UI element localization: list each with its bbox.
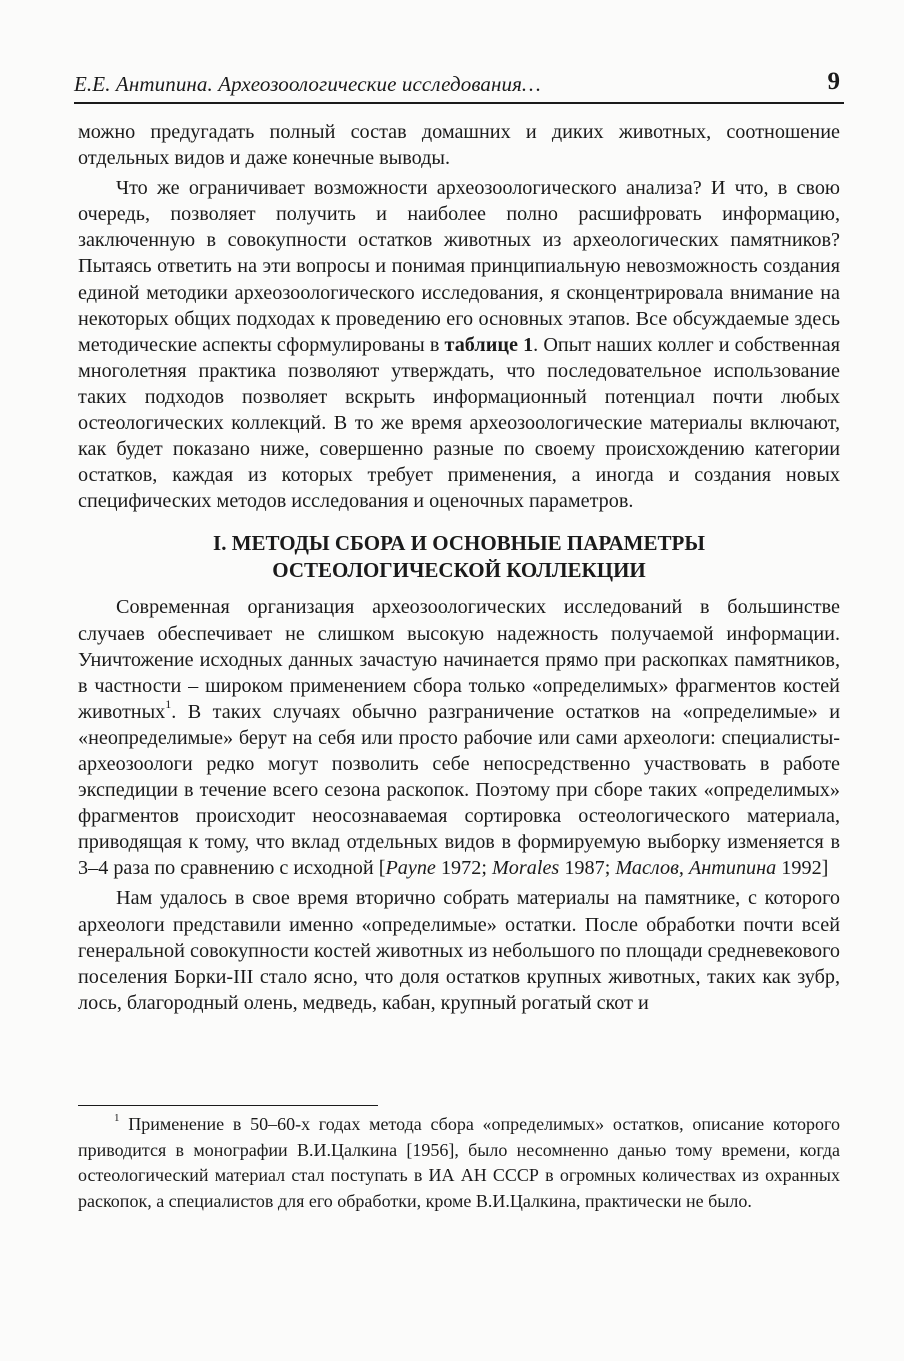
footnote [78, 1112, 840, 1214]
paragraph-methods-intro [78, 175, 840, 514]
citation-year: 1987; [559, 857, 616, 880]
citation-author: Morales [491, 857, 560, 880]
body-text [78, 119, 840, 1016]
page-header [74, 68, 844, 104]
paragraph-text: . Опыт наших коллег и собственная многолетняя практика позволяют утверждать, что последовательное использование таких подходов позволяет вскрыть информационный потенциал почти любых остеологических коллекций. В то же время археозоологические материалы включают, как будет показано ниже, совершенно разные по своему происхождению категории остатков, каждая из которых требует применения, а иногда и создания новых специфических методов исследования и оценочных параметров. [78, 333, 841, 513]
citation-author: Payne [385, 857, 436, 880]
section-heading-line: I. МЕТОДЫ СБОРА И ОСНОВНЫЕ ПАРАМЕТРЫ [213, 531, 705, 556]
footnote-marker: 1 [165, 697, 172, 712]
section-heading [78, 530, 840, 584]
footnote-number: 1 [114, 1112, 120, 1124]
citation-year: 1972; [435, 857, 492, 880]
running-head: Е.Е. Антипина. Археозоологические исследования… [74, 72, 541, 96]
paragraph-borki: Нам удалось в свое время вторично собрать материалы на памятнике, с которого археологи представили именно «определимые» остатки. После обработки почти всей генеральной совокупности костей животных из небольшого по площади средневекового поселения Борки-III стало ясно, что доля остатков крупных животных, таких как зубр, лось, благородный олень, медведь, кабан, крупный рогатый скот и [78, 887, 840, 1014]
footnote-text: Применение в 50–60-х годах метода сбора «определимых» остатков, описание которого приводится в монографии В.И.Цалкина [1956], было несомненно данью тому времени, когда остеологический материал стал поступать в ИА АН СССР в огромных количествах из охранных раскопок, а специалистов для его обработки, кроме В.И.Цалкина, практически не было. [78, 1114, 840, 1211]
section-heading-line: ОСТЕОЛОГИЧЕСКОЙ КОЛЛЕКЦИИ [272, 558, 646, 583]
citation-year: 1992] [776, 857, 829, 880]
paragraph-text: . В таких случаях обычно разграничение остатков на «определимые» и «неопределимые» берут на себя или просто рабочие или сами археологи: специалисты-археозоологи редко могут позволить себе непосредственно участвовать в работе экспедиции в течение всего сезона раскопок. Поэтому при сборе таких «определимых» фрагментов происходит неосознаваемая сортировка остеологического материала, приводящая к тому, что вклад отдельных видов в формируемую выборку изменяется в 3–4 раза по сравнению с исходной [ [78, 700, 840, 880]
paragraph-text: Что же ограничивает возможности археозоологического анализа? И что, в свою очередь, позволяет получить и наиболее полно расшифровать информацию, заключенную в совокупности остатков животных из археологических памятников? Пытаясь ответить на эти вопросы и понимая принципиальную невозможность создания единой методики археозоологического исследования, я сконцентрировала внимание на некоторых общих подходах к проведению его основных этапов. Все обсуждаемые здесь методические аспекты сформулированы в [78, 177, 840, 356]
footnote-separator [78, 1105, 378, 1106]
citation-author: Маслов, Антипина [615, 857, 777, 880]
page-number: 9 [827, 68, 840, 95]
paragraph-text: Современная организация археозоологических исследований в большинстве случаев обеспечивает не слишком высокую надежность получаемой информации. Уничтожение исходных данных зачастую начинается прямо при раскопках памятников, в частности – широком применением сбора только «определимых» фрагментов костей животных [78, 596, 840, 723]
paragraph-collection-methods [78, 594, 840, 881]
table-reference: таблице 1 [444, 333, 534, 356]
paragraph-continued: можно предугадать полный состав домашних и диких животных, соотношение отдельных видов и даже конечные выводы. [78, 121, 840, 170]
